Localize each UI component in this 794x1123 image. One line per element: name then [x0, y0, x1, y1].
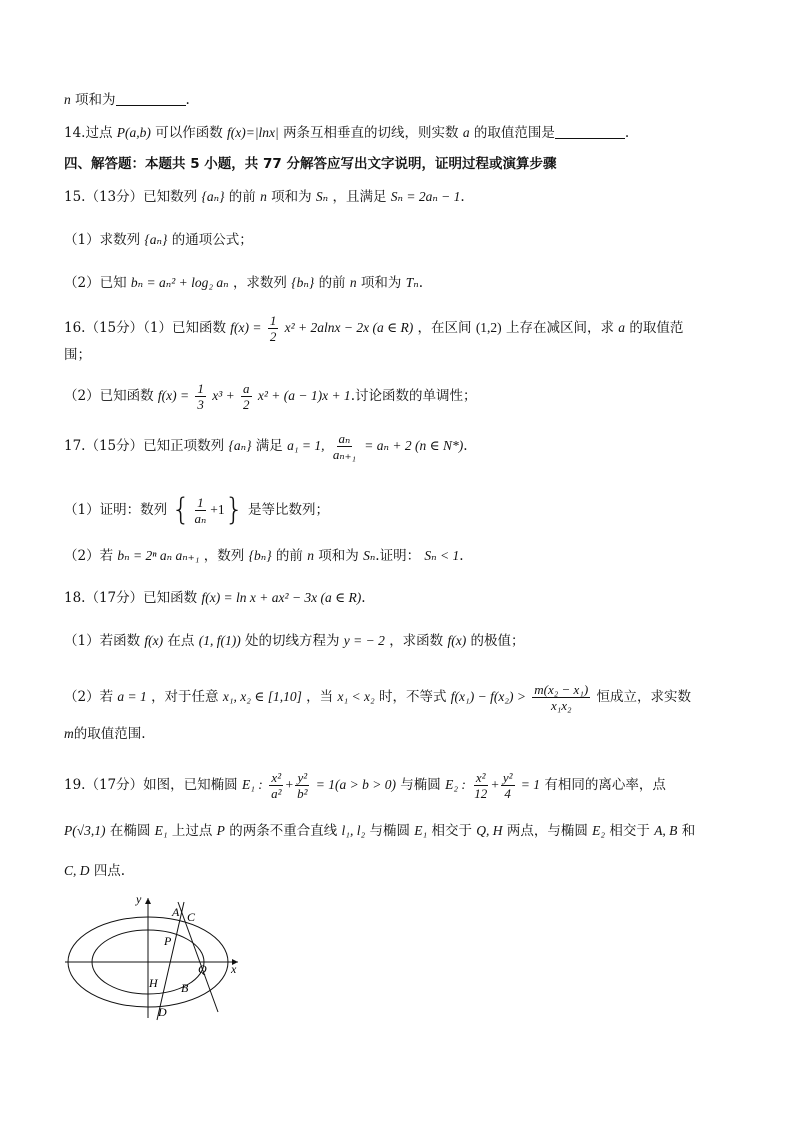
lines-l1-l2: l₁, l₂ — [341, 823, 366, 838]
q18-point: (1, f(1)) — [198, 633, 241, 648]
q15-p1-text: （1）求数列 — [64, 232, 141, 248]
period: . — [361, 590, 366, 606]
var-tn: Tₙ — [405, 275, 419, 290]
q15-p1-text: 的通项公式； — [171, 232, 253, 248]
q16-p2-x3: x³ + — [212, 388, 235, 403]
q18-fx: f(x) — [447, 633, 467, 648]
q17-p2-text: （2）若 — [64, 548, 114, 564]
ellipse-e2: E₂ — [592, 823, 606, 838]
period: . — [459, 548, 464, 564]
q16-text: ，在区间 — [417, 320, 472, 336]
frac-den: b² — [297, 786, 308, 801]
question-17 — [64, 431, 468, 462]
frac-num: a — [243, 381, 250, 396]
label-y: y — [136, 892, 142, 906]
q18-lt: x₁ < x₂ — [337, 689, 375, 704]
var-sn: Sₙ — [315, 189, 329, 204]
question-16-wrap: 围； — [64, 347, 91, 363]
q16-p2-text: .讨论函数的单调性； — [350, 388, 477, 404]
q17-formula: = aₙ + 2 (n ∈ N*) — [364, 438, 464, 453]
q19-eq2: = 1 — [520, 777, 541, 792]
plus: + — [285, 777, 294, 792]
frac-den: 12 — [474, 786, 488, 801]
points-q-h: Q, H — [476, 823, 503, 838]
q19-text: 相交于 — [609, 823, 650, 839]
fraction-m — [532, 682, 590, 713]
frac-num: x² — [271, 770, 282, 785]
var-p: P — [216, 823, 225, 838]
q13-text: 项和为 — [75, 92, 116, 108]
frac-den: 4 — [504, 786, 511, 801]
var-m: m — [64, 726, 74, 741]
q18-p2-text: ，对于任意 — [151, 689, 219, 705]
question-16 — [64, 313, 683, 344]
var-a: a — [618, 320, 626, 335]
period: . — [463, 438, 468, 454]
q15-p2-text: ，求数列 — [232, 275, 287, 291]
q18-p2-text: ，当 — [306, 689, 334, 705]
q15-formula: Sₙ = 2aₙ − 1 — [390, 189, 461, 204]
q18-p1-text: 在点 — [167, 633, 195, 649]
left-brace: { — [171, 492, 191, 528]
q19-text: 四点. — [93, 863, 126, 879]
label-q: Q — [198, 962, 207, 976]
q16-p2-text: （2）已知函数 — [64, 388, 154, 404]
q14-function: f(x)=|lnx| — [227, 125, 279, 140]
q17-p2-ineq: Sₙ < 1 — [424, 548, 460, 563]
seq-a: {aₙ} — [201, 189, 225, 204]
q19-text: 相交于 — [431, 823, 472, 839]
q15-p2-text: 的前 — [318, 275, 346, 291]
frac-den: x₁x₂ — [550, 698, 572, 713]
question-15-part-1 — [64, 230, 253, 250]
frac-den: aₙ₊₁ — [332, 447, 356, 462]
q17-p1-text: （1）证明：数列 — [64, 502, 168, 518]
q17-p2-text: 项和为 — [318, 548, 359, 564]
q18-p1-text: 处的切线方程为 — [245, 633, 340, 649]
points-c-d: C, D — [64, 863, 90, 878]
var-n: n — [307, 548, 314, 563]
plus-one: +1 — [210, 502, 225, 517]
answer-blank — [116, 92, 186, 106]
q17-p2-text: 的前 — [275, 548, 303, 564]
var-sn: Sₙ — [363, 548, 376, 563]
question-19-line-2 — [64, 821, 695, 841]
q18-p2-text: 的取值范围. — [73, 726, 146, 742]
q18-head: 18.（17分）已知函数 — [64, 590, 198, 606]
q15-p2-text: 项和为 — [360, 275, 402, 291]
q16-formula: x² + 2alnx − 2x (a ∈ R) — [284, 320, 414, 335]
var-n: n — [349, 275, 357, 290]
frac-num: y² — [297, 770, 308, 785]
q17-p2-text: .证明： — [375, 548, 421, 564]
q15-text: 项和为 — [271, 189, 312, 205]
question-18-wrap — [64, 724, 146, 744]
q18-p2-text: 恒成立，求实数 — [596, 689, 691, 705]
q18-p1-text: ，求函数 — [389, 633, 444, 649]
q17-text: 满足 — [255, 438, 283, 454]
frac-den: a² — [271, 786, 282, 801]
label-c: C — [187, 910, 196, 924]
question-18-part-2 — [64, 682, 691, 713]
q15-p2-text: （2）已知 — [64, 275, 127, 291]
frac-num: 1 — [197, 495, 204, 510]
q18-range: x₁, x₂ ∈ [1,10] — [222, 689, 302, 704]
plus: + — [491, 777, 499, 792]
q19-text: 与椭圆 — [400, 777, 441, 793]
fraction-x2-12 — [472, 770, 489, 801]
q14-point: P(a,b) — [116, 125, 151, 140]
period: . — [624, 125, 630, 141]
fraction-y2-b2 — [295, 770, 309, 801]
q19-text: 有相同的离心率，点 — [544, 777, 666, 793]
question-16-part-2 — [64, 381, 476, 412]
frac-num: 1 — [197, 381, 204, 396]
q15-p2-formula: bₙ = aₙ² + log₂ aₙ — [130, 275, 229, 290]
q16-p2-formula: x² + (a − 1)x + 1 — [257, 388, 351, 403]
question-19-line-3 — [64, 861, 125, 881]
q18-fx: f(x) — [144, 633, 164, 648]
q15-text: 的前 — [228, 189, 256, 205]
frac-den: 3 — [197, 397, 204, 412]
frac-num: aₙ — [338, 431, 351, 446]
q18-lhs: f(x₁) − f(x₂) > — [450, 689, 526, 704]
period: . — [418, 275, 423, 291]
ellipse-figure — [60, 890, 260, 1025]
period: . — [460, 189, 465, 205]
q18-tangent: y = − 2 — [343, 633, 385, 648]
q14-text: 的取值范围是 — [473, 125, 555, 141]
q18-cond: a = 1 — [117, 689, 147, 704]
ellipse-e1: E₁ — [414, 823, 428, 838]
seq-b: {bₙ} — [291, 275, 315, 290]
fraction-1-2 — [268, 313, 279, 344]
question-14 — [64, 123, 629, 143]
q16-head: 16.（15分）（1）已知函数 — [64, 320, 226, 336]
answer-blank — [555, 125, 625, 139]
q16-p2-fx: f(x) = — [157, 388, 190, 403]
q19-text: 与椭圆 — [369, 823, 410, 839]
q14-text: 过点 — [85, 125, 113, 141]
label-a: A — [172, 905, 180, 919]
fraction-y2-4 — [501, 770, 515, 801]
q16-text: 上存在减区间，求 — [505, 320, 614, 336]
label-d: D — [158, 1005, 167, 1019]
q18-formula: f(x) = ln x + ax² − 3x (a ∈ R) — [201, 590, 362, 605]
frac-den: 2 — [269, 329, 277, 344]
q17-a1: a₁ = 1, — [287, 438, 325, 453]
q18-p1-text: 的极值； — [470, 633, 525, 649]
frac-den: 2 — [243, 397, 250, 412]
frac-num: y² — [502, 770, 513, 785]
q19-text: 的两条不重合直线 — [229, 823, 338, 839]
label-h: H — [149, 976, 158, 990]
q15-head: 15.（13分）已知数列 — [64, 189, 198, 205]
label-x: x — [231, 962, 237, 976]
fraction-1-an — [192, 495, 208, 526]
point-p: P(√3,1) — [64, 823, 106, 838]
var-n: n — [260, 189, 267, 204]
fraction-x2-a2 — [269, 770, 283, 801]
question-18 — [64, 588, 366, 608]
q17-p2-formula: bₙ = 2ⁿ aₙ aₙ₊₁ — [117, 548, 200, 563]
ellipse-e2: E₂ : — [445, 777, 466, 792]
q18-p1-text: （1）若函数 — [64, 633, 141, 649]
q16-text: 的取值范 — [629, 320, 684, 336]
label-b: B — [181, 981, 189, 995]
q19-text: 和 — [681, 823, 696, 839]
fraction-a-2 — [241, 381, 252, 412]
q14-text: 可以作函数 — [155, 125, 223, 141]
frac-num: x² — [475, 770, 486, 785]
frac-num: m(x₂ − x₁) — [534, 682, 589, 697]
ellipse-e1: E₁ — [154, 823, 168, 838]
q16-fx: f(x) = — [230, 320, 262, 335]
q13-tail — [64, 90, 190, 110]
question-17-part-2 — [64, 546, 464, 566]
right-brace: } — [224, 492, 244, 528]
question-19 — [64, 770, 666, 801]
label-p: P — [164, 934, 172, 948]
period: . — [185, 92, 190, 108]
q14-number: 14. — [64, 125, 86, 141]
q19-eq1: = 1(a > b > 0) — [315, 777, 396, 792]
section-4-heading: 四、解答题：本题共 5 小题，共 77 分解答应写出文字说明，证明过程或演算步骤 — [64, 156, 557, 172]
q17-head: 17.（15分）已知正项数列 — [64, 438, 225, 454]
q19-text: 在椭圆 — [109, 823, 151, 839]
q18-p2-text: 时，不等式 — [378, 689, 447, 705]
question-15 — [64, 187, 465, 207]
seq-a: {aₙ} — [228, 438, 252, 453]
q19-text: 两点，与椭圆 — [506, 823, 588, 839]
var-n: n — [64, 92, 71, 107]
question-15-part-2 — [64, 273, 423, 293]
fraction-1-3 — [195, 381, 206, 412]
question-18-part-1 — [64, 631, 525, 651]
question-17-part-1 — [64, 492, 330, 528]
points-a-b: A, B — [654, 823, 678, 838]
var-a: a — [462, 125, 470, 140]
q17-p1-text: 是等比数列； — [248, 502, 330, 518]
line-l2 — [178, 902, 218, 1012]
q18-p2-text: （2）若 — [64, 689, 114, 705]
frac-num: 1 — [269, 313, 277, 328]
seq-a: {aₙ} — [144, 232, 168, 247]
q19-head: 19.（17分）如图，已知椭圆 — [64, 777, 238, 793]
seq-b: {bₙ} — [248, 548, 272, 563]
q19-text: 上过点 — [171, 823, 213, 839]
q17-p2-text: ，数列 — [203, 548, 245, 564]
ellipse-e1: E₁ : — [241, 777, 263, 792]
q16-interval: (1,2) — [475, 320, 502, 335]
q14-text: 两条互相垂直的切线，则实数 — [283, 125, 459, 141]
fraction-an-an1 — [331, 431, 358, 462]
frac-den: aₙ — [194, 511, 207, 526]
q15-text: ，且满足 — [332, 189, 387, 205]
line-l1 — [157, 902, 184, 1020]
